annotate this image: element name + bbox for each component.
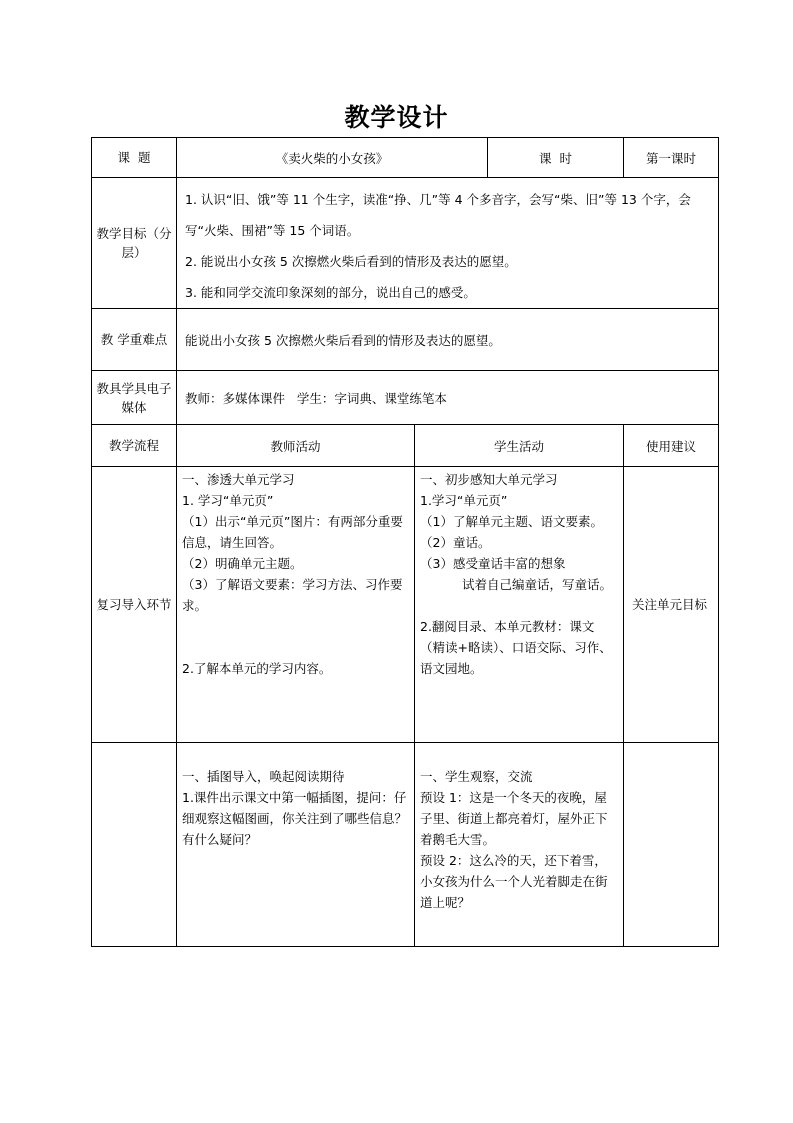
objective-item: 1. 认识“旧、饿”等 11 个生字，读准“挣、几”等 4 个多音字，会写“柴、旧”等 13 个字，会写“火柴、围裙”等 15 个词语。 [185, 192, 691, 238]
course-label: 课 题 [92, 138, 177, 178]
advice-header: 使用建议 [624, 425, 719, 467]
period-value: 第一课时 [624, 138, 719, 178]
lesson-plan-table [91, 137, 719, 947]
activity-line: （2）明确单元主题。 [182, 556, 303, 571]
activity-line: （3）感受童话丰富的想象 [420, 556, 566, 571]
student-header: 学生活动 [415, 425, 624, 467]
objective-item: 2. 能说出小女孩 5 次擦燃火柴后看到的情形及表达的愿望。 [185, 254, 517, 269]
activity-line: 1.学习“单元页” [420, 493, 508, 508]
teacher-activity [177, 743, 415, 947]
activity-line: 预设 2：这么冷的天，还下着雪，小女孩为什么一个人光着脚走在街道上呢？ [420, 853, 608, 910]
activity-line: （1）出示“单元页”图片：有两部分重要信息，请生回答。 [182, 514, 403, 550]
activity-line: 2.了解本单元的学习内容。 [182, 661, 332, 676]
activity-line: （1）了解单元主题、语文要素。 [420, 514, 603, 529]
advice-note [624, 743, 719, 947]
process-header: 教学流程 [92, 425, 177, 467]
activity-line: 一、渗透大单元学习 [182, 472, 295, 487]
period-label: 课 时 [488, 138, 624, 178]
course-title: 《卖火柴的小女孩》 [177, 138, 488, 178]
activity-line: 一、初步感知大单元学习 [420, 472, 558, 487]
objectives-label: 教学目标（分层） [92, 178, 177, 309]
key-points-label: 教 学重难点 [92, 309, 177, 371]
activity-line: 一、学生观察，交流 [420, 769, 533, 784]
stage-label [92, 743, 177, 947]
teacher-header: 教师活动 [177, 425, 415, 467]
flow-header-row [92, 425, 719, 467]
stage-label: 复习导入环节 [92, 467, 177, 743]
activity-line: （2）童话。 [420, 535, 491, 550]
objective-item: 3. 能和同学交流印象深刻的部分，说出自己的感受。 [185, 285, 476, 300]
header-row [92, 138, 719, 178]
objectives-list [177, 178, 719, 309]
key-points-text: 能说出小女孩 5 次擦燃火柴后看到的情形及表达的愿望。 [177, 309, 719, 371]
activity-line: 1.课件出示课文中第一幅插图，提问：仔细观察这幅图画，你关注到了哪些信息？有什么疑问？ [182, 790, 408, 847]
tools-label: 教具学具电子媒体 [92, 371, 177, 425]
teacher-activity [177, 467, 415, 743]
student-activity [415, 743, 624, 947]
key-points-row [92, 309, 719, 371]
section-review-row [92, 467, 719, 743]
advice-note: 关注单元目标 [624, 467, 719, 743]
tools-row [92, 371, 719, 425]
activity-line: 预设 1：这是一个冬天的夜晚，屋子里、街道上都亮着灯，屋外正下着鹅毛大雪。 [420, 790, 608, 847]
activity-line: 试着自己编童话，写童话。 [462, 577, 613, 592]
objectives-row [92, 178, 719, 309]
student-activity [415, 467, 624, 743]
tools-text: 教师：多媒体课件 学生：字词典、课堂练笔本 [177, 371, 719, 425]
section-intro-row [92, 743, 719, 947]
activity-line: 2.翻阅目录、本单元教材：课文（精读+略读）、口语交际、习作、语文园地。 [420, 619, 612, 676]
page-title: 教学设计 [344, 103, 449, 132]
activity-line: 1. 学习“单元页” [182, 493, 274, 508]
activity-line: （3）了解语文要素：学习方法、习作要求。 [182, 577, 403, 613]
activity-line: 一、插图导入，唤起阅读期待 [182, 769, 345, 784]
